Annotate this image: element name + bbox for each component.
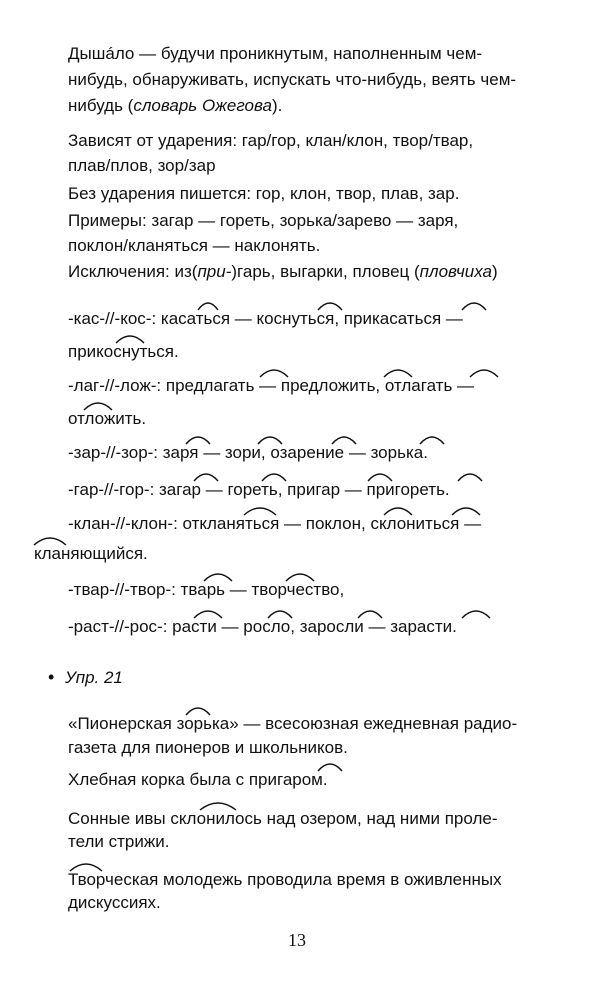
- root-arc: [462, 303, 486, 310]
- exercise-sentence-4-line-2: дискуссиях.: [68, 893, 161, 912]
- root-zar-zor-line: -зар-//-зор-: заря — зори, озарение — зорька.: [68, 443, 428, 462]
- root-rast-ros-line: -раст-//-рос-: расти — росло, заросли — зарасти.: [68, 617, 457, 636]
- exercise-sentence-2: Хлебная корка была с пригаром.: [68, 770, 328, 789]
- root-lag-lozh-line-1: -лаг-//-лож-: предлагать — предложить, отлагать —: [68, 376, 475, 395]
- definition-line-3: [68, 96, 282, 116]
- root-kas-kos-line-1: -кас-//-кос-: касаться — коснуться, прикасаться —: [68, 309, 463, 328]
- exercise-sentence-1-line-1: «Пионерская зорька» — всесоюзная ежедневная радио-: [68, 714, 518, 733]
- examples-line-1: Примеры: загар — гореть, зорька/зарево — заря,: [68, 211, 459, 230]
- root-arc: [458, 474, 482, 481]
- exceptions-italic: при-: [197, 262, 232, 281]
- exercise-sentence-1-line-2: газета для пионеров и школьников.: [68, 738, 348, 757]
- exceptions-text: ): [492, 262, 498, 281]
- examples-line-2: поклон/кланяться — наклонять.: [68, 236, 321, 255]
- exercise-sentence-3-line-2: тели стрижи.: [68, 832, 170, 851]
- root-tvar-tvor-line: -твар-//-твор-: тварь — творчество,: [68, 580, 345, 599]
- root-lag-lozh-line-2: отложить.: [68, 409, 147, 428]
- exercise-heading: [48, 667, 123, 688]
- exceptions-italic: пловчиха: [419, 262, 492, 281]
- dictionary-reference: словарь Ожегова: [133, 96, 272, 115]
- exercise-sentence-3-line-1: Сонные ивы склонилось над озером, над ними проле-: [68, 809, 498, 828]
- root-arc: [462, 611, 490, 618]
- stress-roots-line-2: плав/плов, зор/зар: [68, 156, 216, 175]
- definition-text: нибудь (: [68, 96, 134, 115]
- root-klan-klon-line-1: -клан-//-клон-: откланяться — поклон, склониться —: [68, 514, 482, 533]
- root-arc: [470, 370, 498, 377]
- bullet-icon: •: [48, 667, 55, 687]
- definition-line-1: Дышáло — будучи проникнутым, наполненным чем-: [68, 44, 483, 63]
- exceptions-text: Исключения: из(: [68, 262, 198, 281]
- root-kas-kos-line-2: прикоснуться.: [68, 342, 179, 361]
- exercise-title: Упр. 21: [65, 668, 123, 687]
- page-number: 13: [288, 930, 306, 950]
- root-gar-gor-line: -гар-//-гор-: загар — гореть, пригар — пригореть.: [68, 480, 450, 499]
- definition-text: ).: [271, 96, 283, 115]
- exceptions-text: )гарь, выгарки, пловец (: [231, 262, 420, 281]
- unstressed-roots-line: Без ударения пишется: гор, клон, твор, плав, зар.: [68, 184, 460, 203]
- exercise-sentence-4-line-1: Творческая молодежь проводила время в оживленных: [68, 870, 502, 889]
- stress-roots-line-1: Зависят от ударения: гар/гор, клан/клон, твор/твар,: [68, 131, 474, 150]
- definition-line-2: нибудь, обнаруживать, испускать что-нибудь, веять чем-: [68, 70, 517, 89]
- root-klan-klon-line-2: кланяющийся.: [34, 544, 148, 563]
- exceptions-line: [68, 262, 498, 282]
